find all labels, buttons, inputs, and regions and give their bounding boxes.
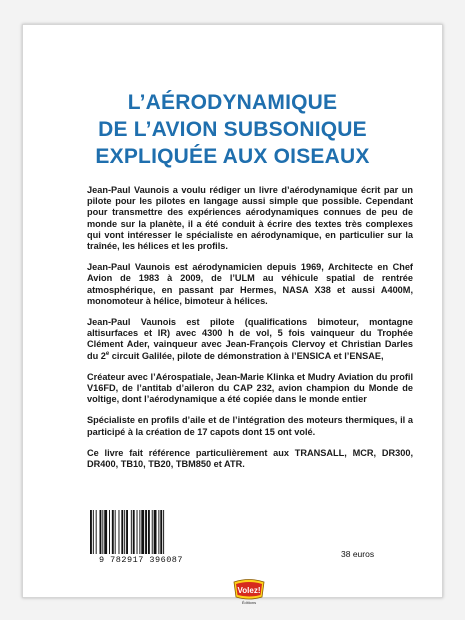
barcode-bar	[93, 510, 94, 554]
barcode-bar	[104, 510, 107, 554]
barcode-bar	[121, 510, 123, 554]
barcode-bar	[124, 510, 125, 554]
volez-logo-icon	[231, 578, 267, 606]
barcode-bar	[154, 510, 157, 554]
barcode-bar	[100, 510, 102, 554]
paragraph-career: Jean-Paul Vaunois est aérodynamicien depuis 1969, Architecte en Chef Avion de 1983 à 2009, de l’ULM au véhicule spatial de rentrée atmosphérique, en passant par Hermes, NASA X38 et aussi A400M, monomoteur à hélice, bimoteur à hélices.	[87, 262, 413, 306]
isbn-barcode	[87, 508, 195, 554]
title-line-3: EXPLIQUÉE AUX OISEAUX	[95, 145, 370, 168]
book-title	[23, 89, 442, 170]
paragraph-pilot	[87, 317, 413, 362]
barcode-bar	[139, 510, 140, 554]
barcode-bar	[152, 510, 153, 554]
barcode-bar	[90, 510, 92, 554]
publisher-logo	[231, 578, 267, 606]
paragraph-pilot-text: Jean-Paul Vaunois est pilote (qualifications bimoteur, montagne altisurfaces et IR) avec 4300 h de vol, 5 fois vainqueur du Trophée Clément Ader, vainqueur avec Jean-François Clervoy et Christian Darles du 2	[87, 317, 413, 361]
book-back-cover	[22, 24, 443, 605]
barcode-bar	[119, 510, 120, 554]
barcode-bar	[163, 510, 164, 554]
barcode-bar	[158, 510, 159, 554]
barcode-bar	[148, 510, 150, 554]
paragraph-pilot-text-end: circuit Galilée, pilote de démonstration à l’ENSICA et l’ENSAE,	[109, 350, 384, 361]
logo-subtext: Éditions	[241, 600, 257, 605]
logo-text: Volez!	[237, 586, 261, 595]
barcode-bar	[109, 510, 110, 554]
paragraph-specialist: Spécialiste en profils d’aile et de l’intégration des moteurs thermiques, il a participé à la création de 17 capots dont 15 ont volé.	[87, 415, 413, 437]
barcode-bar	[137, 510, 138, 554]
barcode-bar	[160, 510, 162, 554]
barcode-bar	[133, 510, 135, 554]
barcode-bar	[126, 510, 128, 554]
barcode-bar	[145, 510, 147, 554]
barcode-bar	[102, 510, 103, 554]
back-cover-text	[87, 185, 413, 480]
barcode-icon	[87, 508, 195, 554]
paragraph-intro: Jean-Paul Vaunois a voulu rédiger un livre d’aérodynamique écrit par un pilote pour les pilotes en langage aussi simple que possible. Cependant pour transmettre des expériences aérodynamiques connues de peu de monde sur la planète, il a été conduit à écrire des textes très complexes qui vont intéresser le spécialiste en aérodynamique, en particulier sur la traînée, les hélices et les profils.	[87, 185, 413, 252]
title-line-1: L’AÉRODYNAMIQUE	[127, 91, 338, 114]
barcode-bar	[96, 510, 97, 554]
barcode-bar	[141, 510, 144, 554]
barcode-bar	[115, 510, 116, 554]
isbn-number: 9 782917 396087	[98, 555, 183, 565]
paragraph-references: Ce livre fait référence particulièrement aux TRANSALL, MCR, DR300, DR400, TB10, TB20, TBM850 et ATR.	[87, 447, 413, 470]
title-line-2: DE L’AVION SUBSONIQUE	[98, 118, 367, 141]
ordinal-superscript: e	[105, 350, 110, 357]
barcode-bar	[112, 510, 114, 554]
paragraph-creator: Créateur avec l’Aérospatiale, Jean-Marie Klinka et Mudry Aviation du profil V16FD, de l’antitab d’aileron du CAP 232, avion champion du Monde de voltige, dont l’aérodynamique a été copiée dans le monde entier	[87, 371, 413, 405]
price-label: 38 euros	[341, 549, 375, 559]
barcode-bar	[131, 510, 132, 554]
